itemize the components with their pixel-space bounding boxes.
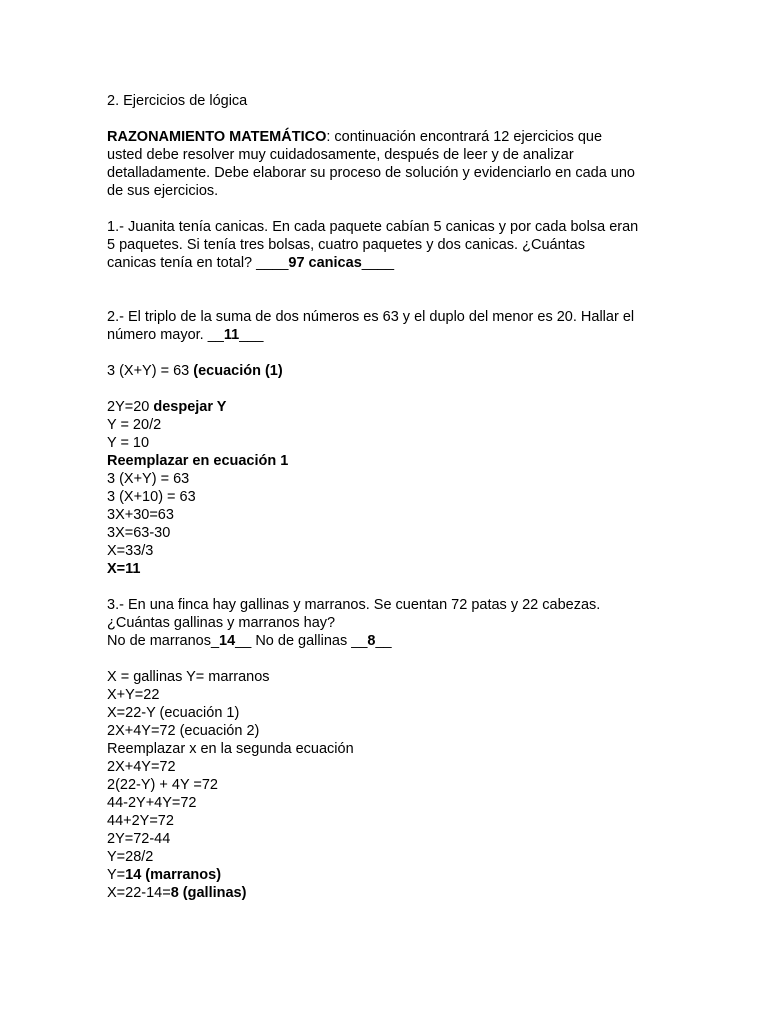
ex3-line3-post: __ [375, 633, 392, 649]
ex1-line1: 1.- Juanita tenía canicas. En cada paquete cabían 5 canicas y por cada bolsa eran [107, 219, 639, 235]
ex1-answer: 97 canicas [288, 255, 362, 271]
ex2-line2: número mayor. __ [107, 327, 224, 343]
ex3-line1: 3.- En una finca hay gallinas y marranos. Se cuentan 72 patas y 22 cabezas. [107, 597, 601, 613]
ex2-step1-label: despejar Y [153, 399, 227, 415]
intro-bold-lead: RAZONAMIENTO MATEMÁTICO [107, 129, 327, 145]
ex3-step9: 44+2Y=72 [107, 813, 174, 829]
exercise-3 [107, 596, 667, 902]
ex3-line3-mid: __ No de gallinas __ [235, 633, 368, 649]
ex2-step3: Y = 10 [107, 435, 150, 451]
ex3-gallinas-answer: 8 [367, 633, 376, 649]
ex3-marranos-answer: 14 [219, 633, 236, 649]
ex1-line2: 5 paquetes. Si tenía tres bolsas, cuatro paquetes y dos canicas. ¿Cuántas [107, 237, 585, 253]
intro-line2: usted debe resolver muy cuidadosamente, después de leer y de analizar [107, 147, 574, 163]
intro-line3: detalladamente. Debe elaborar su proceso de solución y evidenciarlo en cada uno [107, 165, 635, 181]
ex2-step5: 3 (X+10) = 63 [107, 489, 196, 505]
ex3-step5: Reemplazar x en la segunda ecuación [107, 741, 354, 757]
ex2-step1: 2Y=20 [107, 399, 154, 415]
exercise-2 [107, 308, 667, 578]
ex2-line2-post: ___ [239, 327, 264, 343]
ex2-step8: X=33/3 [107, 543, 154, 559]
ex3-step2: X+Y=22 [107, 687, 160, 703]
ex2-answer: 11 [223, 327, 240, 343]
section-heading: 2. Ejercicios de lógica [107, 93, 248, 109]
ex2-step2: Y = 20/2 [107, 417, 162, 433]
ex3-y-result: 14 (marranos) [125, 867, 222, 883]
intro-line4: de sus ejercicios. [107, 183, 219, 199]
ex3-step6: 2X+4Y=72 [107, 759, 176, 775]
exercise-1 [107, 218, 667, 272]
ex3-x-result: 8 (gallinas) [170, 885, 247, 901]
ex2-result: X=11 [107, 561, 141, 577]
ex2-equation-1: 3 (X+Y) = 63 [107, 363, 194, 379]
ex3-step10: 2Y=72-44 [107, 831, 171, 847]
document-content [107, 92, 667, 902]
ex3-step4: 2X+4Y=72 (ecuación 2) [107, 723, 260, 739]
ex1-line3: canicas tenía en total? ____ [107, 255, 289, 271]
ex2-step6: 3X+30=63 [107, 507, 174, 523]
ex2-step4: 3 (X+Y) = 63 [107, 471, 190, 487]
ex3-step3: X=22-Y (ecuación 1) [107, 705, 240, 721]
ex2-line1: 2.- El triplo de la suma de dos números es 63 y el duplo del menor es 20. Hallar el [107, 309, 635, 325]
intro-paragraph [107, 128, 667, 200]
ex3-line2: ¿Cuántas gallinas y marranos hay? [107, 615, 336, 631]
ex3-line3: No de marranos_ [107, 633, 220, 649]
ex3-step8: 44-2Y+4Y=72 [107, 795, 197, 811]
ex3-step11: Y=28/2 [107, 849, 154, 865]
ex3-step7: 2(22-Y) + 4Y =72 [107, 777, 218, 793]
ex3-y-prefix: Y= [107, 867, 126, 883]
intro-line1: : continuación encontrará 12 ejercicios que [326, 129, 603, 145]
ex1-line3-post: ____ [361, 255, 395, 271]
ex3-x-prefix: X=22-14= [107, 885, 171, 901]
ex2-equation-1-label: (ecuación (1) [193, 363, 283, 379]
ex2-step7: 3X=63-30 [107, 525, 171, 541]
ex2-replace-label: Reemplazar en ecuación 1 [107, 453, 289, 469]
ex3-step1: X = gallinas Y= marranos [107, 669, 270, 685]
